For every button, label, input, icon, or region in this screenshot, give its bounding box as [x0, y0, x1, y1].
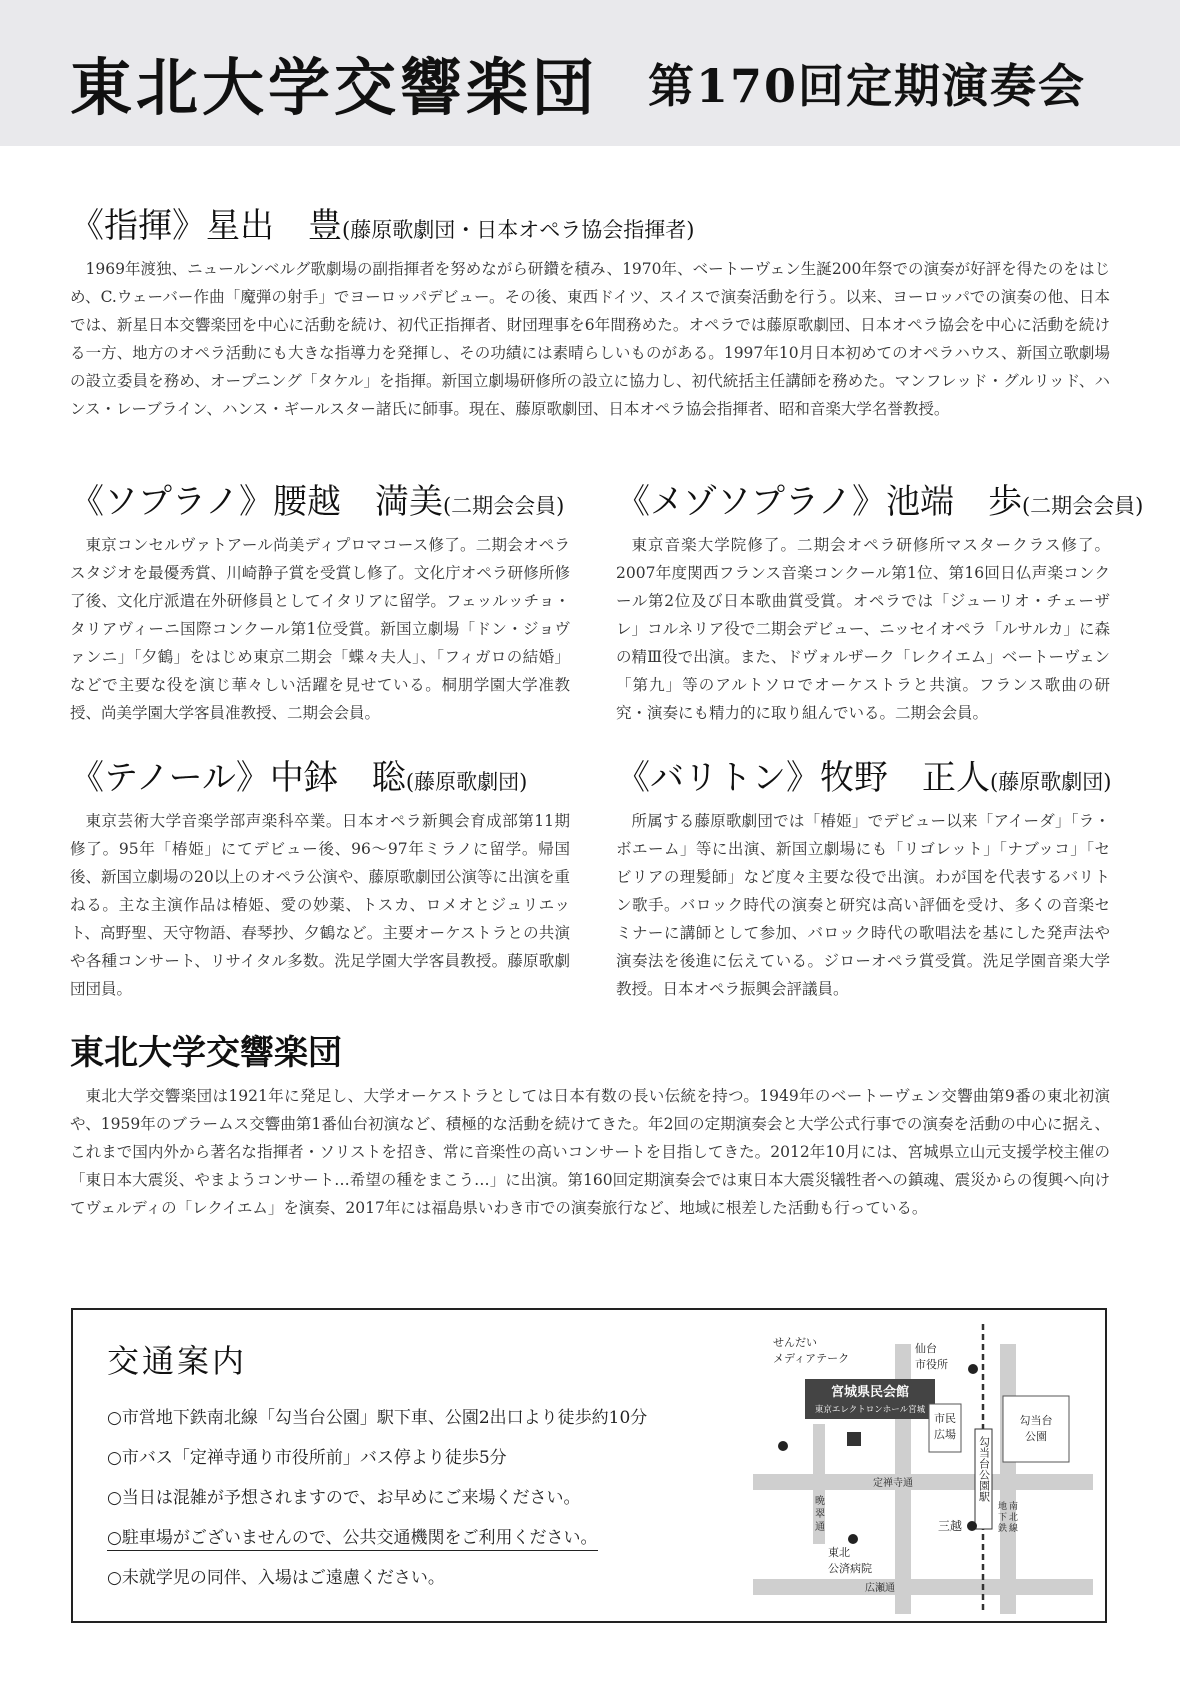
subway-label-1: 地: [998, 1502, 1008, 1512]
soprano-heading: [70, 474, 570, 523]
mediatheque-label-1: せんだい: [773, 1336, 817, 1349]
access-box: [71, 1308, 1107, 1623]
tenor-name: 中鉢 聡: [269, 758, 406, 798]
orchestra-bio: 東北大学交響楽団は1921年に発足し、大学オーケストラとしては日本有数の長い伝統を持つ。1949年のベートーヴェン交響曲第9番の東北初演や、1959年のブラームス交響曲第1番仙台初演など、積極的な活動を続けてきた。年2回の定期演奏会と大学公式行事での演奏を活動の中心に据え、これまで国内外から著名な指揮者・ソリストを招き、常に音楽性の高いコンサートを目指してきた。2012年10月には、宮城県立山元支援学校主催の「東日本大震災、やまようコンサート…希望の種をまこう…」に出演。第160回定期演奏会では東日本大震災犠牲者への鎮魂、震災からの復興へ向けてヴェルディの「レクイエム」を演奏、2017年には福島県いわき市での演奏旅行など、地域に根差した活動も行っている。: [70, 1087, 1110, 1217]
conductor-role: 《指揮》: [70, 206, 206, 246]
access-map: [753, 1324, 1093, 1614]
concert-title: 第170回定期演奏会: [648, 59, 1087, 113]
mitsukoshi-dot: [967, 1521, 977, 1531]
access-list: [107, 1398, 727, 1598]
jozenji-label: 定禅寺通: [873, 1478, 913, 1489]
venue-marker: [847, 1432, 861, 1446]
venue-name: 宮城県民会館: [830, 1385, 910, 1400]
orchestra-heading: 東北大学交響楽団: [70, 1033, 342, 1073]
subway-label-4: 南: [1009, 1502, 1019, 1512]
mezzo-heading: [616, 474, 1144, 523]
mezzo-name: 池端 歩: [885, 482, 1022, 522]
subway-label-2: 下: [998, 1513, 1008, 1523]
baritone-affiliation: (藤原歌劇団): [990, 770, 1112, 794]
bansui-label-2: 翠: [815, 1509, 825, 1520]
mezzo-affiliation: (二期会会員): [1021, 494, 1144, 518]
conductor-bio: 1969年渡独、ニュールンベルグ歌劇場の副指揮者を努めながら研鑽を積み、1970年、ベートーヴェン生誕200年祭での演奏が好評を得たのをはじめ、C.ウェーバー作曲「魔弾の射手」でヨーロッパデビュー。その後、東西ドイツ、スイスで演奏活動を行う。以来、ヨーロッパでの演奏の他、日本では、新星日本交響楽団を中心に活動を続け、初代正指揮者、財団理事を6年間務めた。オペラでは藤原歌劇団、日本オペラ協会を中心に活動を続ける一方、地方のオペラ活動にも大きな指導力を発揮し、その功績には素晴らしいものがある。1997年10月日本初めてのオペラハウス、新国立歌劇場の設立委員を務め、オープニング「タケル」を指揮。新国立劇場研修所の設立に協力し、初代統括主任講師を務めた。マンフレッド・グルリッド、ハンス・レーブライン、ハンス・ギールスター諸氏に師事。現在、藤原歌劇団、日本オペラ協会指揮者、昭和音楽大学名誉教授。: [70, 260, 1110, 418]
mezzo-section: [616, 474, 1144, 727]
cityhall-dot: [968, 1364, 978, 1374]
orchestra-name: 東北大学交響楽団: [70, 51, 599, 124]
mitsukoshi-label: 三越: [938, 1519, 963, 1533]
mezzo-role: 《メゾソプラノ》: [616, 482, 886, 522]
soprano-bio: 東京コンセルヴァトアール尚美ディプロマコース修了。二期会オペラスタジオを最優秀賞、川崎静子賞を受賞し修了。文化庁オペラ研修所修了後、文化庁派遣在外研修員としてイタリアに留学。フェッルッチョ・タリアヴィーニ国際コンクール第1位受賞。新国立劇場「ドン・ジョヴァンニ」「夕鶴」をはじめ東京二期会「蝶々夫人」、「フィガロの結婚」などで主要な役を演じ華々しい活躍を見せている。桐朋学園大学准教授、尚美学園大学客員准教授、二期会会員。: [70, 536, 570, 722]
baritone-role: 《バリトン》: [616, 758, 820, 798]
access-title: 交通案内: [107, 1342, 248, 1380]
bansui-label-3: 通: [815, 1522, 825, 1533]
mezzo-bio: 東京音楽大学院修了。二期会オペラ研修所マスタークラス修了。2007年度関西フランス音楽コンクール第1位、第16回日仏声楽コンクール第2位及び日本歌曲賞受賞。オペラでは「ジューリオ・チェーザレ」コルネリア役で二期会デビュー、ニッセイオペラ「ルサルカ」に森の精Ⅲ役で出演。また、ドヴォルザーク「レクイエム」ベートーヴェン「第九」等のアルトソロでオーケストラと共演。フランス歌曲の研究・演奏にも精力的に取り組んでいる。二期会会員。: [616, 536, 1110, 722]
soprano-name: 腰越 満美: [272, 482, 443, 522]
map-svg: [753, 1324, 1093, 1614]
cityhall-label-2: 市役所: [915, 1358, 948, 1371]
park-label-2: 公園: [1025, 1430, 1047, 1443]
cityhall-label-1: 仙台: [915, 1342, 937, 1355]
access-item-bus: ○市バス「定禅寺通り市役所前」バス停より徒歩5分: [107, 1448, 507, 1468]
subway-label-3: 鉄: [998, 1524, 1008, 1534]
hospital-label-1: 東北: [828, 1546, 850, 1559]
tenor-bio: 東京芸術大学音楽学部声楽科卒業。日本オペラ新興会育成部第11期修了。95年「椿姫」にてデビュー後、96〜97年ミラノに留学。帰国後、新国立劇場の20以上のオペラ公演や、藤原歌劇団公演等に出演を重ねる。主な主演作品は椿姫、愛の妙薬、トスカ、ロメオとジュリエット、高野聖、天守物語、春琴抄、夕鶴など。主要オーケストラとの共演や各種コンサート、リサイタル多数。洗足学園大学客員教授。藤原歌劇団団員。: [70, 812, 570, 998]
soprano-section: [70, 474, 570, 727]
park-label-1: 勾当台: [1019, 1414, 1053, 1427]
soprano-role: 《ソプラノ》: [70, 482, 273, 522]
conductor-name: 星出 豊: [206, 206, 342, 246]
bansui-label-1: 晩: [815, 1496, 825, 1507]
baritone-bio: 所属する藤原歌劇団では「椿姫」でデビュー以来「アイーダ」「ラ・ボエーム」等に出演、新国立劇場にも「リゴレット」「ナブッコ」「セビリアの理髪師」など度々主要な役で出演。わが国を代表するバリトン歌手。バロック時代の演奏と研究は高い評価を受け、多くの音楽セミナーに講師として参加、バロック時代の歌唱法を基にした発声法や演奏法を後進に伝えている。ジローオペラ賞受賞。洗足学園音楽大学教授。日本オペラ振興会評議員。: [616, 812, 1110, 998]
conductor-affiliation: (藤原歌劇団・日本オペラ協会指揮者): [342, 218, 695, 242]
baritone-name: 牧野 正人: [820, 758, 990, 798]
subway-label-5: 北: [1009, 1513, 1019, 1523]
plaza-label-1: 市民: [934, 1412, 956, 1425]
baritone-section: [616, 750, 1110, 1003]
tenor-heading: [70, 750, 570, 799]
hospital-dot: [848, 1534, 858, 1544]
road-east: [1000, 1344, 1019, 1614]
hirose-label: 広瀬通: [865, 1583, 895, 1594]
venue-subname: 東京エレクトロンホール宮城: [814, 1405, 926, 1415]
tenor-affiliation: (藤原歌劇団): [405, 770, 528, 794]
conductor-heading: [70, 198, 1110, 247]
access-item-crowd: ○当日は混雑が予想されますので、お早めにご来場ください。: [107, 1488, 581, 1508]
access-item-parking: [107, 1518, 727, 1558]
subway-label-6: 線: [1009, 1524, 1019, 1534]
mediatheque-dot: [778, 1441, 788, 1451]
park-box: [1003, 1396, 1069, 1462]
soprano-affiliation: (二期会会員): [442, 494, 565, 518]
conductor-section: [70, 198, 1110, 423]
mediatheque-label-2: メディアテーク: [773, 1352, 850, 1365]
road-jozenji: [753, 1474, 1093, 1490]
parking-text: ○駐車場がございませんので、公共交通機関をご利用ください。: [107, 1528, 598, 1551]
orchestra-section: [70, 1025, 1110, 1222]
hospital-label-2: 公済病院: [828, 1562, 872, 1575]
tenor-role: 《テノール》: [70, 758, 270, 798]
baritone-heading: [616, 750, 1110, 799]
station-label: 勾当台公園駅: [977, 1436, 991, 1502]
tenor-section: [70, 750, 570, 1003]
plaza-label-2: 広場: [934, 1428, 956, 1441]
road-hirose: [753, 1579, 1093, 1595]
access-item-children: ○未就学児の同伴、入場はご遠慮ください。: [107, 1568, 445, 1588]
header-banner: [0, 0, 1180, 146]
access-item-subway: ○市営地下鉄南北線「勾当台公園」駅下車、公園2出口より徒歩約10分: [107, 1408, 648, 1428]
